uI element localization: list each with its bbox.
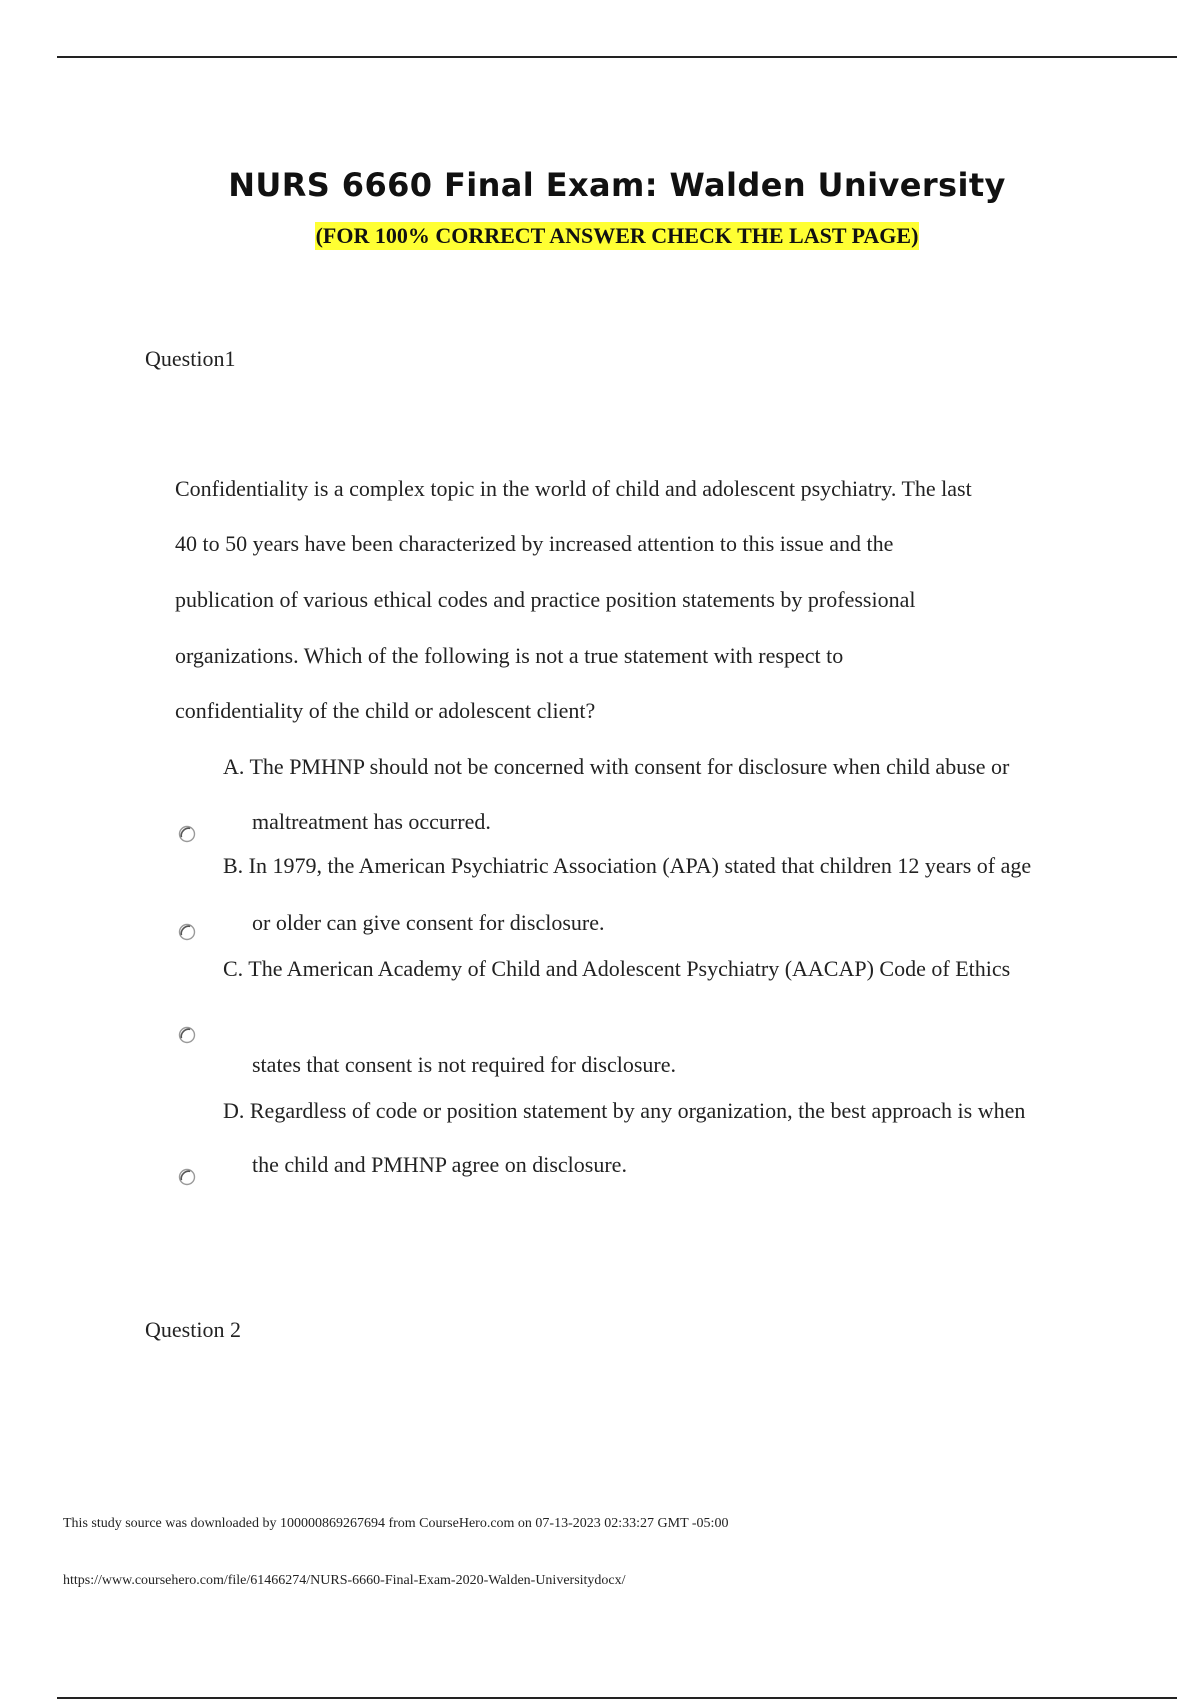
option-a-radio[interactable] (178, 825, 196, 843)
radio-button-icon (178, 1168, 196, 1186)
question-1-stem-line: 40 to 50 years have been characterized by increased attention to this issue and the (175, 531, 894, 556)
question-1-heading: Question1 (145, 346, 236, 371)
highlighted-subtitle: (FOR 100% CORRECT ANSWER CHECK THE LAST PAGE) (315, 223, 919, 248)
top-rule (57, 56, 1177, 58)
option-a-text-line-1: A. The PMHNP should not be concerned with consent for disclosure when child abuse or (223, 754, 1010, 779)
subtitle-container (0, 222, 1200, 250)
option-d-text-line-1: D. Regardless of code or position statement by any organization, the best approach is when (223, 1098, 1026, 1123)
option-b-text-line-2: or older can give consent for disclosure. (252, 910, 605, 935)
option-b-radio[interactable] (178, 923, 196, 941)
radio-button-icon (178, 1026, 196, 1044)
question-1-stem-line: organizations. Which of the following is not a true statement with respect to (175, 643, 844, 668)
question-1-stem-line: confidentiality of the child or adolescent client? (175, 698, 596, 723)
question-2-heading: Question 2 (145, 1317, 241, 1342)
source-url[interactable]: https://www.coursehero.com/file/61466274/NURS-6660-Final-Exam-2020-Walden-Universitydocx/ (63, 1573, 626, 1588)
question-1-stem-line: Confidentiality is a complex topic in the world of child and adolescent psychiatry. The last (175, 476, 972, 501)
download-notice: This study source was downloaded by 100000869267694 from CourseHero.com on 07-13-2023 02:33:27 GMT -05:00 (63, 1516, 729, 1531)
page-title: NURS 6660 Final Exam: Walden University (228, 166, 1006, 204)
option-c-text-line-2: states that consent is not required for disclosure. (252, 1052, 677, 1077)
question-1-stem-line: publication of various ethical codes and practice position statements by professional (175, 587, 916, 612)
option-b-text-line-1: B. In 1979, the American Psychiatric Association (APA) stated that children 12 years of age (223, 853, 1032, 878)
option-d-radio[interactable] (178, 1168, 196, 1186)
radio-button-icon (178, 923, 196, 941)
bottom-rule (57, 1697, 1177, 1699)
option-c-radio[interactable] (178, 1026, 196, 1044)
option-a-text-line-2: maltreatment has occurred. (252, 809, 491, 834)
option-d-text-line-2: the child and PMHNP agree on disclosure. (252, 1152, 627, 1177)
radio-button-icon (178, 825, 196, 843)
option-c-text-line-1: C. The American Academy of Child and Adolescent Psychiatry (AACAP) Code of Ethics (223, 956, 1011, 981)
